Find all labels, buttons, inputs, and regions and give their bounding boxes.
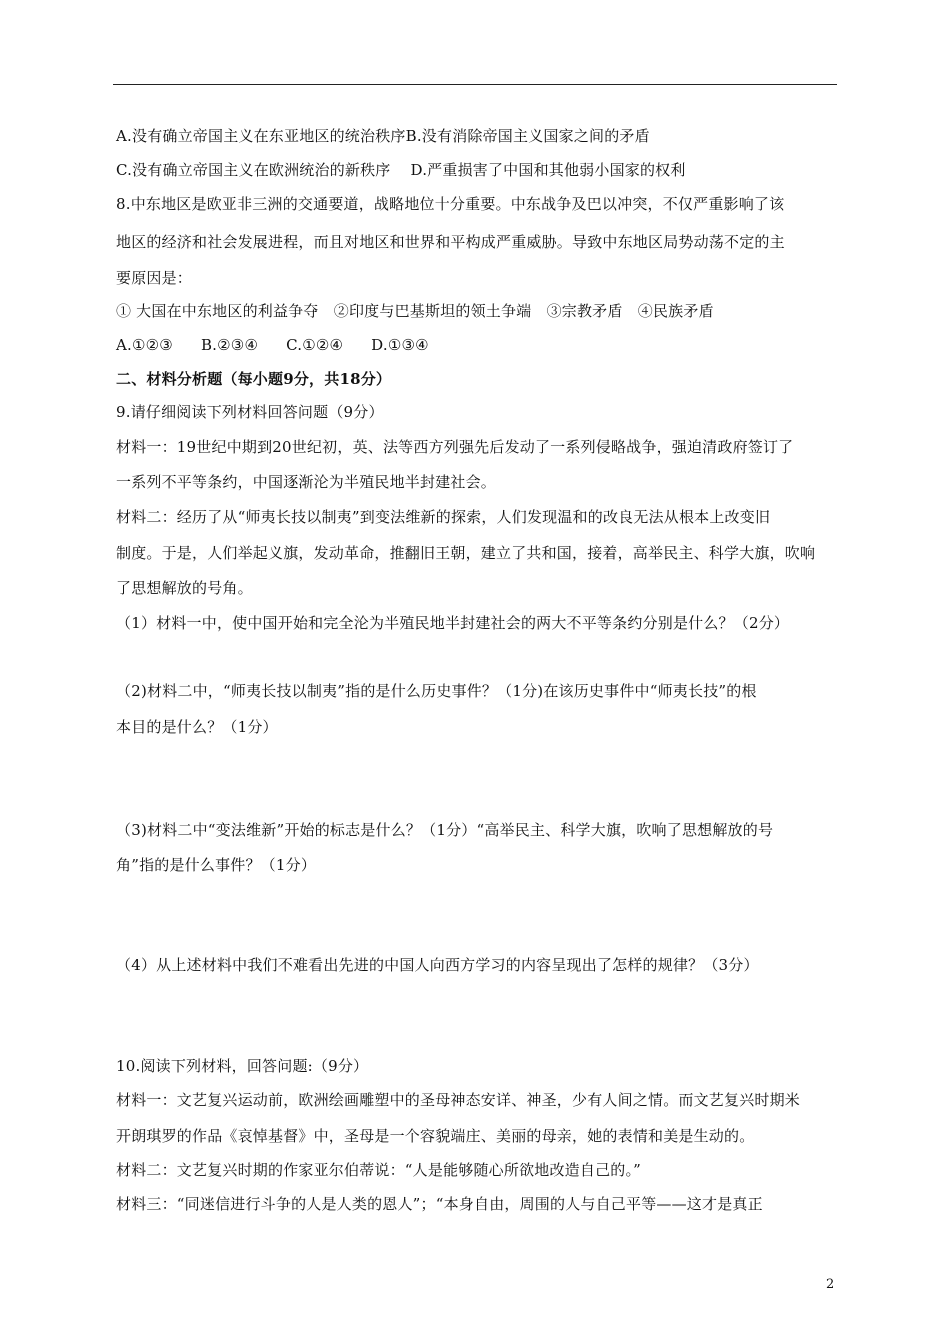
q8-option-c[interactable]: C.①②④ xyxy=(286,336,344,354)
q8-items: ① 大国在中东地区的利益争夺 ②印度与巴基斯坦的领土争端 ③宗教矛盾 ④民族矛盾 xyxy=(116,302,714,320)
q7-option-d[interactable]: D.严重损害了中国和其他弱小国家的权利 xyxy=(410,161,686,179)
q8-stem-line-3: 要原因是： xyxy=(116,269,193,287)
q8-stem-line-2: 地区的经济和社会发展进程，而且对地区和世界和平构成严重威胁。导致中东地区局势动荡不定的主 xyxy=(116,233,785,251)
q7-option-c[interactable]: C.没有确立帝国主义在欧洲统治的新秩序 xyxy=(116,161,391,179)
page-number: 2 xyxy=(826,1277,835,1292)
q9-question-1: （1）材料一中，使中国开始和完全沦为半殖民地半封建社会的两大不平等条约分别是什么？（2分） xyxy=(116,614,790,632)
q9-material-2-line-3: 了思想解放的号角。 xyxy=(116,579,253,597)
q10-material-2: 材料二：文艺复兴时期的作家亚尔伯蒂说：“人是能够随心所欲地改造自己的。” xyxy=(116,1161,642,1179)
q8-option-a[interactable]: A.①②③ xyxy=(116,336,173,354)
section-2-title: 二、材料分析题（每小题9分，共18分） xyxy=(116,370,392,388)
q7-options-row-1 xyxy=(116,126,650,146)
q10-material-3: 材料三：“同迷信进行斗争的人是人类的恩人”；“本身自由，周围的人与自己平等——这才是真正 xyxy=(116,1195,763,1213)
q9-question-2-line-2: 本目的是什么？（1分） xyxy=(116,718,278,736)
q10-material-1-line-2: 开朗琪罗的作品《哀悼基督》中，圣母是一个容貌端庄、美丽的母亲，她的表情和美是生动的。 xyxy=(116,1127,755,1145)
q8-options xyxy=(116,335,457,355)
q7-options-row-2 xyxy=(116,160,686,180)
q9-question-3-line-1: （3)材料二中“变法维新”开始的标志是什么？（1分）“高举民主、科学大旗，吹响了思想解放的号 xyxy=(116,821,774,839)
q7-option-a[interactable]: A.没有确立帝国主义在东亚地区的统治秩序 xyxy=(116,127,406,145)
q9-material-1-line-2: 一系列不平等条约，中国逐渐沦为半殖民地半封建社会。 xyxy=(116,473,497,491)
q8-option-d[interactable]: D.①③④ xyxy=(371,336,429,354)
q9-question-3-line-2: 角”指的是什么事件？（1分） xyxy=(116,856,317,874)
q9-question-4: （4）从上述材料中我们不难看出先进的中国人向西方学习的内容呈现出了怎样的规律？（3分） xyxy=(116,956,759,974)
q9-material-1-line-1: 材料一：19世纪中期到20世纪初，英、法等西方列强先后发动了一系列侵略战争，强迫清政府签订了 xyxy=(116,438,794,456)
header-rule xyxy=(113,84,837,85)
q8-stem-line-1: 8.中东地区是欧亚非三洲的交通要道，战略地位十分重要。中东战争及巴以冲突，不仅严重影响了该 xyxy=(116,195,785,213)
q9-material-2-line-1: 材料二：经历了从“师夷长技以制夷”到变法维新的探索，人们发现温和的改良无法从根本上改变旧 xyxy=(116,508,771,526)
q10-title: 10.阅读下列材料，回答问题:（9分） xyxy=(116,1057,369,1075)
q9-material-2-line-2: 制度。于是，人们举起义旗，发动革命，推翻旧王朝，建立了共和国，接着，高举民主、科学大旗，吹响 xyxy=(116,544,816,562)
q9-title: 9.请仔细阅读下列材料回答问题（9分） xyxy=(116,403,384,421)
q8-option-b[interactable]: B.②③④ xyxy=(200,336,259,354)
q7-option-b[interactable]: B.没有消除帝国主义国家之间的矛盾 xyxy=(405,127,650,145)
q9-question-2-line-1: （2)材料二中，“师夷长技以制夷”指的是什么历史事件？（1分)在该历史事件中“师夷长技”的根 xyxy=(116,682,757,700)
q10-material-1-line-1: 材料一：文艺复兴运动前，欧洲绘画雕塑中的圣母神态安详、神圣，少有人间之情。而文艺复兴时期米 xyxy=(116,1091,801,1109)
